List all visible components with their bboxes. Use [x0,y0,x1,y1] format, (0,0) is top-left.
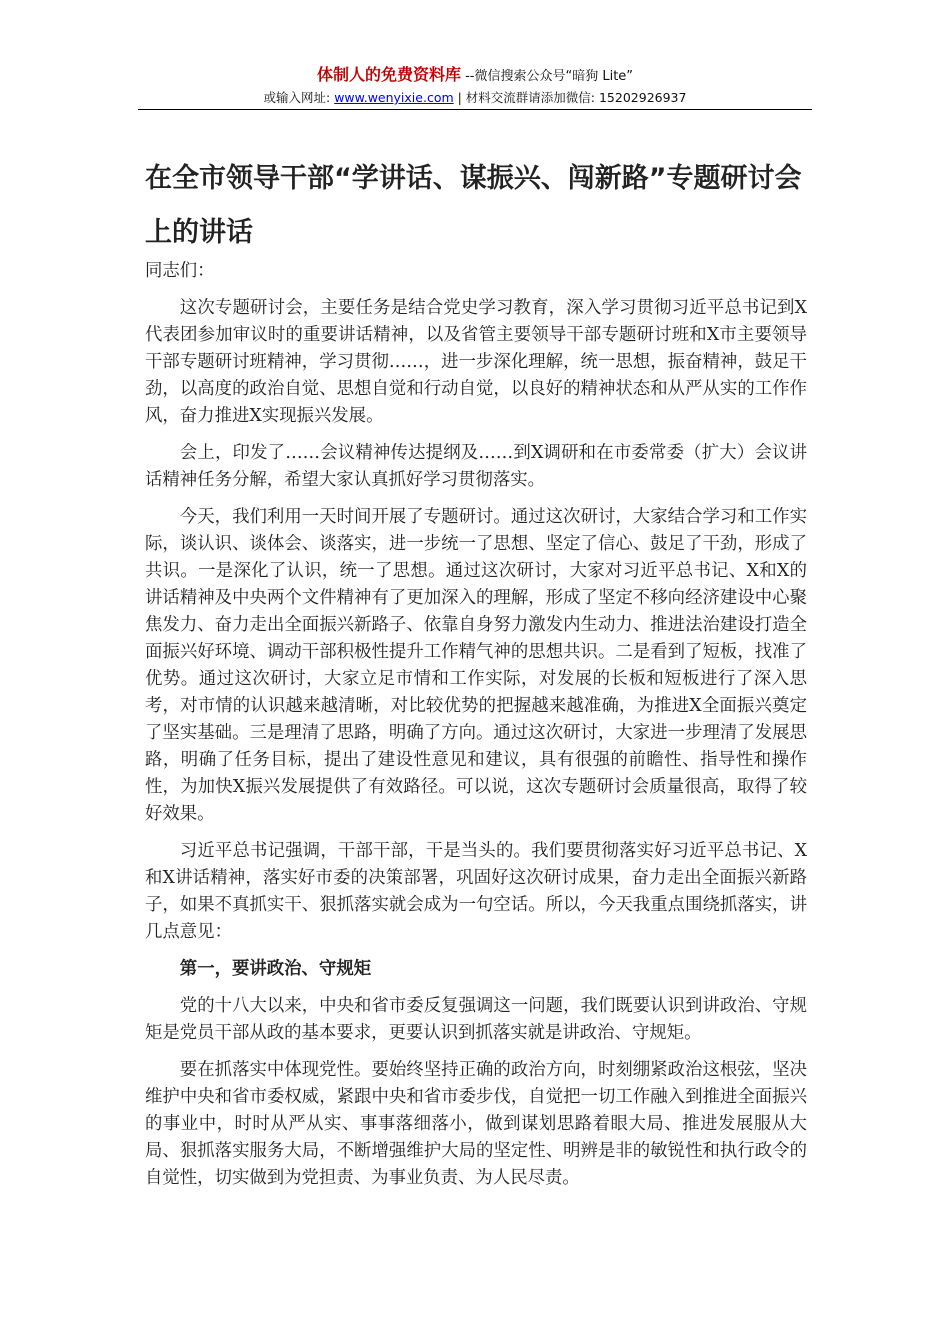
body-paragraph: 这次专题研讨会，主要任务是结合党史学习教育，深入学习贯彻习近平总书记到X代表团参加审议时的重要讲话精神，以及省管主要领导干部专题研讨班和X市主要领导干部专题研讨班精神，学习贯彻……，进一步深化理解，统一思想，振奋精神，鼓足干劲，以高度的政治自觉、思想自觉和行动自觉，以良好的精神状态和从严从实的工作作风，奋力推进X实现振兴发展。 [145,298,807,426]
section-paragraph: 要在抓落实中体现党性。要始终坚持正确的政治方向，时刻绷紧政治这根弦，坚决维护中央和省市委权威，紧跟中央和省市委步伐，自觉把一切工作融入到推进全面振兴的事业中，时时从严从实、事事落细落小，做到谋划思路着眼大局、推进发展服从大局、狠抓落实服务大局，不断增强维护大局的坚定性、明辨是非的敏锐性和执行政令的自觉性，切实做到为党担责、为事业负责、为人民尽责。 [145,1060,807,1188]
section-heading: 第一，要讲政治、守规矩 [179,959,372,979]
header-url-prefix: 或输入网址: [263,90,335,105]
section-paragraph: 党的十八大以来，中央和省市委反复强调这一问题，我们既要认识到讲政治、守规矩是党员干部从政的基本要求，更要认识到抓落实就是讲政治、守规矩。 [145,996,807,1043]
body-paragraph: 会上，印发了……会议精神传达提纲及……到X调研和在市委常委（扩大）会议讲话精神任务分解，希望大家认真抓好学习贯彻落实。 [145,443,807,490]
header-promo-line [138,64,812,88]
header-url-link[interactable]: www.wenyixie.com [334,90,454,105]
body-paragraph: 习近平总书记强调，干部干部，干是当头的。我们要贯彻落实好习近平总书记、X和X讲话精神，落实好市委的决策部署，巩固好这次研讨成果，奋力走出全面振兴新路子，如果不真抓实干、狠抓落实就会成为一句空话。所以，今天我重点围绕抓落实，讲几点意见： [145,841,807,942]
header-divider [138,109,812,110]
body-paragraph: 今天，我们利用一天时间开展了专题研讨。通过这次研讨，大家结合学习和工作实际，谈认识、谈体会、谈落实，进一步统一了思想、坚定了信心、鼓足了干劲，形成了共识。一是深化了认识，统一了思想。通过这次研讨，大家对习近平总书记、X和X的讲话精神及中央两个文件精神有了更加深入的理解，形成了坚定不移向经济建设中心聚焦发力、奋力走出全面振兴新路子、依靠自身努力激发内生动力、推进法治建设打造全面振兴好环境、调动干部积极性提升工作精气神的思想共识。二是看到了短板，找准了优势。通过这次研讨，大家立足市情和工作实际，对发展的长板和短板进行了深入思考，对市情的认识越来越清晰，对比较优势的把握越来越准确，为推进X全面振兴奠定了坚实基础。三是理清了思路，明确了方向。通过这次研讨，大家进一步理清了发展思路，明确了任务目标，提出了建设性意见和建议，具有很强的前瞻性、指导性和操作性，为加快X振兴发展提供了有效路径。可以说，这次专题研讨会质量很高，取得了较好效果。 [145,507,807,824]
salutation: 同志们： [145,261,215,281]
header-brand: 体制人的免费资料库 [316,65,461,84]
header-tagline: --微信搜索公众号“暗狗 Lite” [460,69,634,84]
document-body [145,258,807,1202]
header-contact-line [138,88,812,108]
document-title: 在全市领导干部“学讲话、谋振兴、闯新路”专题研讨会上的讲话 [145,163,802,248]
page-header [138,64,812,108]
header-contact-suffix: | 材料交流群请添加微信: 15202926937 [453,90,687,105]
